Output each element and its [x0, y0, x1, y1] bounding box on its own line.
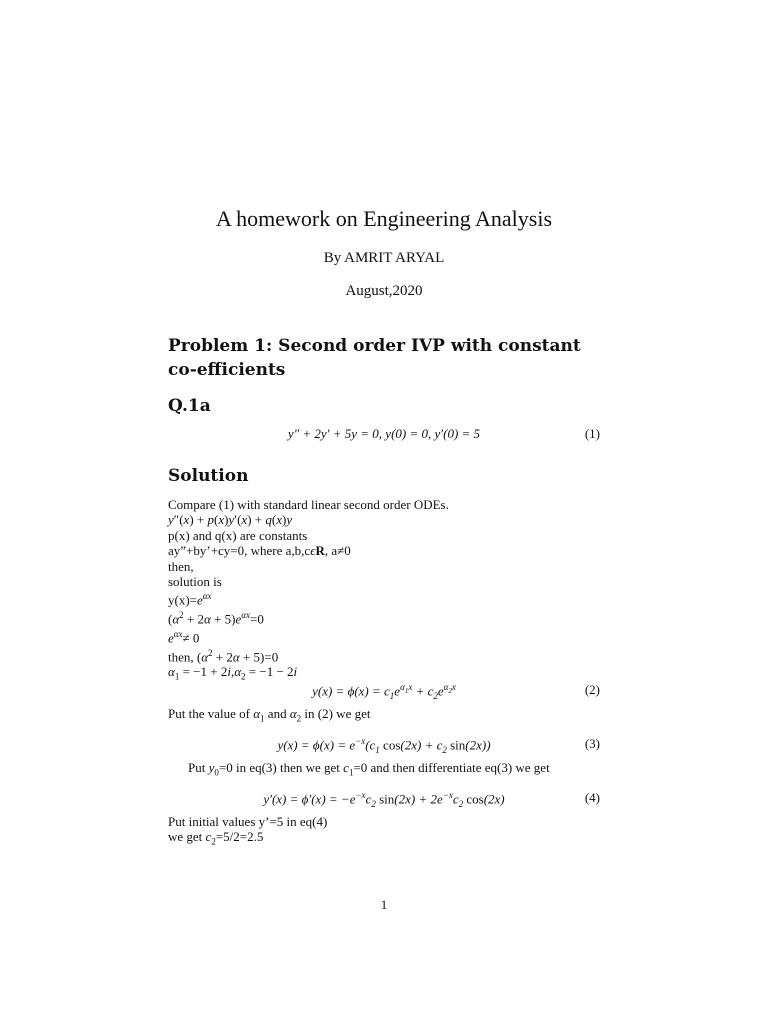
- document-title: A homework on Engineering Analysis: [215, 206, 553, 231]
- solution-text: [168, 497, 608, 685]
- solution-line-solution-is: solution is: [168, 574, 222, 590]
- document-author: By AMRIT ARYAL: [323, 250, 445, 266]
- question-heading: Q.1a: [168, 396, 211, 416]
- solution-heading: Solution: [168, 466, 249, 486]
- problem-heading: Problem 1: Second order IVP with constant co-efficients: [168, 336, 581, 380]
- equation-2-body: $y(x) = \phi(x) = c_1e^{\alpha_1x} + c_2e^{\alpha_2x}$: [312, 682, 456, 701]
- equation-1-number: (1): [584, 426, 600, 441]
- solution-line-nonzero: $e^{\alpha x}\ne 0$: [168, 628, 200, 646]
- solution-line-char-eq: then, $(\alpha^2 + 2\alpha + 5)=0$: [168, 647, 279, 664]
- equation-1-body: y″ + 2y′ + 5y = 0, y(0) = 0, y′(0) = 5: [287, 426, 481, 441]
- equation-2: [168, 682, 600, 702]
- equation-3: [168, 736, 600, 756]
- equation-4-body: $y'(x) = \phi'(x) = -e^{-x}c_2$ $\sin(2x) + 2e^{-x}c_2$ cos(2x): [263, 790, 505, 809]
- equation-4-number: (4): [584, 790, 600, 805]
- solution-line-characteristic: $(\alpha^2 + 2\alpha + 5)e^{\alpha x}=0$: [168, 610, 264, 627]
- solution-line-constants: p(x) and q(x) are constants: [168, 527, 308, 543]
- final-line-initial-values: Put initial values y’=5 in eq(4): [168, 814, 328, 829]
- equation-3-body: $y(x) = \phi(x) = e^{-x}(c_1$ $\cos(2x) + c_2$ sin(2x)): [277, 736, 491, 755]
- solution-line-general-form: ay”+by’+cy=0, where a,b,cϵR, a≠0: [168, 543, 351, 559]
- solution-line-standard-ode: y″(x) + p(x)y′(x) + q(x)y: [168, 512, 293, 528]
- equation-3-number: (3): [584, 736, 600, 751]
- equation-1: [168, 426, 600, 446]
- equation-4: [168, 790, 600, 810]
- page-number: 1: [380, 897, 388, 912]
- put-alpha-line: Put the value of $\alpha_1$ and $\alpha_2$ in (2) we get: [168, 706, 371, 724]
- solution-line-trial: $y(x)=e^{\alpha x}$: [168, 591, 212, 608]
- equation-2-number: (2): [584, 682, 600, 697]
- solution-line-compare: Compare (1) with standard linear second order ODEs.: [168, 497, 449, 512]
- document-date: August,2020: [345, 283, 423, 299]
- final-text: [168, 814, 608, 850]
- put-y0-line: Put $y_0=0$ in eq(3) then we get $c_1=0$ and then differentiate eq(3) we get: [188, 760, 550, 778]
- final-line-c2: we get $c_2=5/2=2.5$: [168, 829, 264, 847]
- solution-line-then: then,: [168, 558, 194, 574]
- solution-line-roots: $\alpha_1 = -1 + 2i,\alpha_2 = -1 - 2i$: [168, 664, 298, 682]
